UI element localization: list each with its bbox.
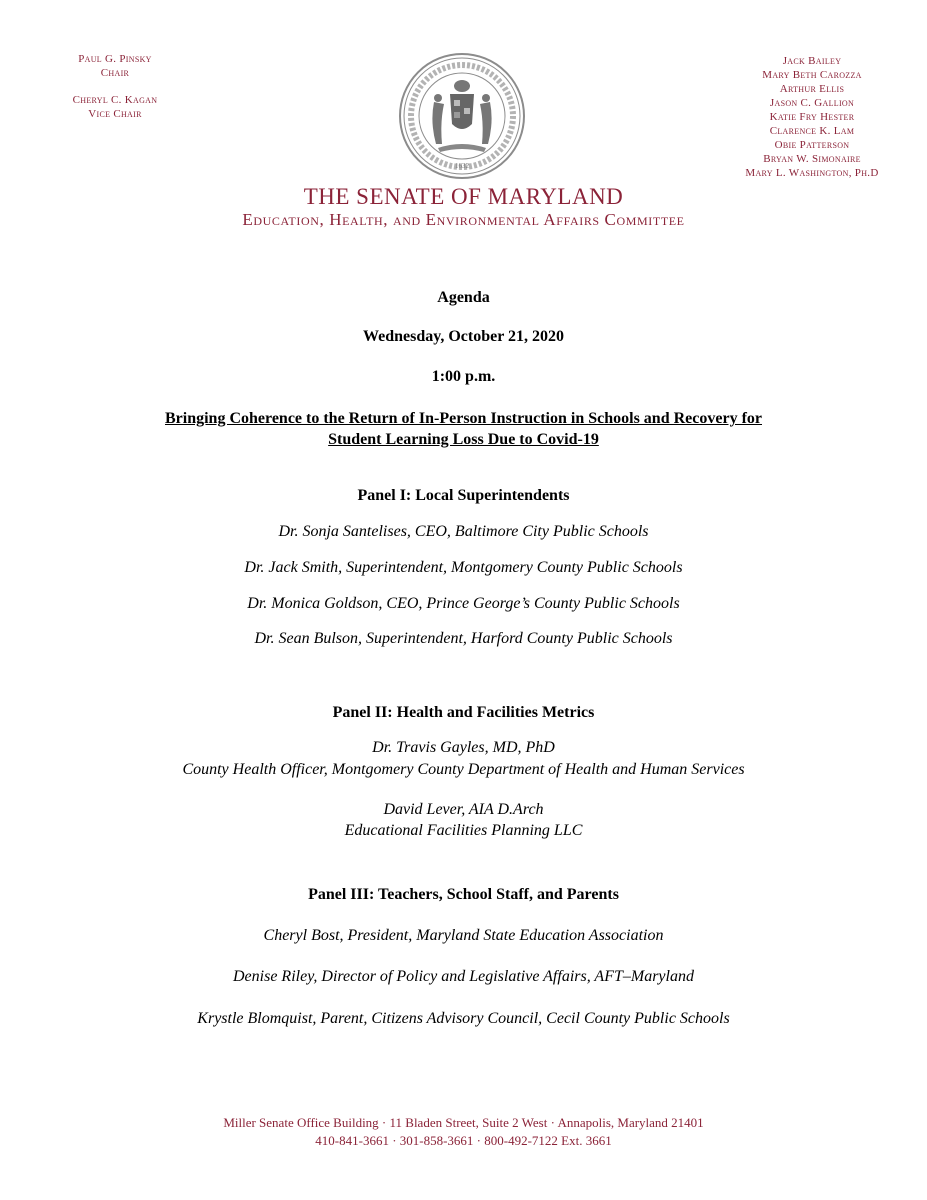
panel-1-speaker: Dr. Monica Goldson, CEO, Prince George’s County Public Schools (247, 595, 680, 612)
senate-title: THE SENATE OF MARYLAND (303, 184, 624, 209)
hearing-heading (0, 408, 927, 450)
maryland-seal-icon (398, 52, 526, 180)
footer-phones: 410-841-3661 · 301-858-3661 · 800-492-7122 Ext. 3661 (315, 1133, 612, 1148)
officers-block (40, 52, 190, 134)
agenda-time: 1:00 p.m. (431, 368, 496, 385)
member-name: Jason C. Gallion (769, 97, 855, 109)
panel-3-speaker: Krystle Blomquist, Parent, Citizens Advisory Council, Cecil County Public Schools (197, 1010, 730, 1027)
member-name: Katie Fry Hester (769, 111, 855, 123)
vice-chair-role: Vice Chair (88, 108, 142, 120)
panel-1-title: Panel I: Local Superintendents (357, 487, 570, 504)
member-name: Mary L. Washington, Ph.D (745, 167, 879, 179)
hearing-heading-line-2: Student Learning Loss Due to Covid-19 (328, 431, 599, 448)
seal-year: 1632 (455, 162, 469, 170)
panel-2-title: Panel II: Health and Facilities Metrics (332, 704, 595, 721)
panel-2-speaker: Dr. Travis Gayles, MD, PhD (372, 739, 555, 756)
member-name: Mary Beth Carozza (762, 69, 862, 81)
member-name: Arthur Ellis (779, 83, 845, 95)
panel-2-speaker-title: County Health Officer, Montgomery County Department of Health and Human Services (182, 761, 745, 778)
member-name: Jack Bailey (782, 55, 842, 67)
chair-name: Paul G. Pinsky (78, 53, 152, 65)
agenda-title: Agenda (437, 289, 490, 306)
panel-1-speaker: Dr. Sonja Santelises, CEO, Baltimore City Public Schools (278, 523, 649, 540)
panel-3-speaker: Denise Riley, Director of Policy and Legislative Affairs, AFT–Maryland (233, 968, 694, 985)
officer-vice-chair (40, 93, 190, 121)
vice-chair-name: Cheryl C. Kagan (72, 94, 158, 106)
panel-2-speaker: David Lever, AIA D.Arch (383, 801, 544, 818)
member-name: Bryan W. Simonaire (763, 153, 861, 165)
panel-3-title: Panel III: Teachers, School Staff, and Parents (308, 886, 619, 903)
committee-name: Education, Health, and Environmental Affairs Committee (242, 210, 685, 229)
member-name: Obie Patterson (774, 139, 850, 151)
chair-role: Chair (100, 67, 130, 79)
panel-1-speaker: Dr. Sean Bulson, Superintendent, Harford County Public Schools (254, 630, 673, 647)
panel-3-speaker: Cheryl Bost, President, Maryland State Education Association (263, 927, 664, 944)
officer-chair (40, 52, 190, 80)
panel-2-speaker-title: Educational Facilities Planning LLC (344, 822, 583, 839)
agenda-date: Wednesday, October 21, 2020 (362, 328, 565, 345)
members-block (727, 54, 897, 180)
hearing-heading-line-1: Bringing Coherence to the Return of In-Person Instruction in Schools and Recovery for (164, 410, 762, 427)
member-name: Clarence K. Lam (769, 125, 855, 137)
footer-address: Miller Senate Office Building · 11 Bladen Street, Suite 2 West · Annapolis, Maryland 21401 (223, 1115, 704, 1130)
panel-1-speaker: Dr. Jack Smith, Superintendent, Montgomery County Public Schools (244, 559, 683, 576)
